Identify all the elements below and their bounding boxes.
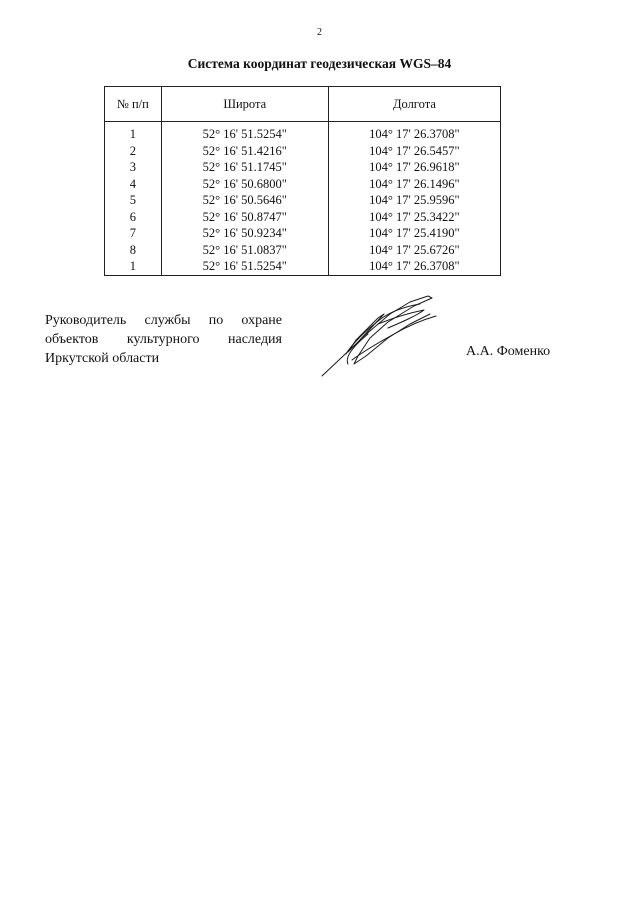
cell-number: 6 [105,209,162,226]
cell-longitude: 104° 17' 25.6726" [328,242,500,259]
cell-number: 2 [105,143,162,160]
cell-longitude: 104° 17' 25.9596" [328,192,500,209]
cell-latitude: 52° 16' 51.0837" [161,242,328,259]
table-row [105,176,501,193]
table-row [105,225,501,242]
position-line: Иркутской области [45,351,160,366]
table-row [105,122,501,143]
signatory-name: А.А. Фоменко [466,344,551,359]
cell-longitude: 104° 17' 26.9618" [328,159,500,176]
cell-latitude: 52° 16' 51.4216" [161,143,328,160]
cell-number: 7 [105,225,162,242]
cell-latitude: 52° 16' 50.8747" [161,209,328,226]
cell-longitude: 104° 17' 26.3708" [328,258,500,275]
handwritten-signature [318,294,440,380]
table-row [105,192,501,209]
table-row [105,258,501,275]
cell-latitude: 52° 16' 50.6800" [161,176,328,193]
cell-number: 3 [105,159,162,176]
cell-longitude: 104° 17' 26.3708" [328,122,500,143]
cell-latitude: 52° 16' 51.5254" [161,258,328,275]
cell-longitude: 104° 17' 26.5457" [328,143,500,160]
cell-latitude: 52° 16' 51.5254" [161,122,328,143]
document-title: Система координат геодезическая WGS–84 [187,56,452,71]
cell-longitude: 104° 17' 26.1496" [328,176,500,193]
coordinates-table [104,86,501,276]
cell-number: 1 [105,258,162,275]
cell-number: 5 [105,192,162,209]
cell-latitude: 52° 16' 50.9234" [161,225,328,242]
table-row [105,143,501,160]
cell-latitude: 52° 16' 50.5646" [161,192,328,209]
table-row [105,209,501,226]
cell-longitude: 104° 17' 25.4190" [328,225,500,242]
cell-number: 8 [105,242,162,259]
cell-number: 4 [105,176,162,193]
cell-longitude: 104° 17' 25.3422" [328,209,500,226]
table-row [105,159,501,176]
position-line: объектов культурного наследия [45,332,282,347]
position-line: Руководитель службы по охране [45,313,282,328]
signatory-position [45,311,282,368]
header-latitude: Широта [161,87,328,122]
table-row [105,242,501,259]
table-header-row [105,87,501,122]
cell-latitude: 52° 16' 51.1745" [161,159,328,176]
header-number: № п/п [105,87,162,122]
cell-number: 1 [105,122,162,143]
header-longitude: Долгота [328,87,500,122]
page-number: 2 [317,27,322,38]
